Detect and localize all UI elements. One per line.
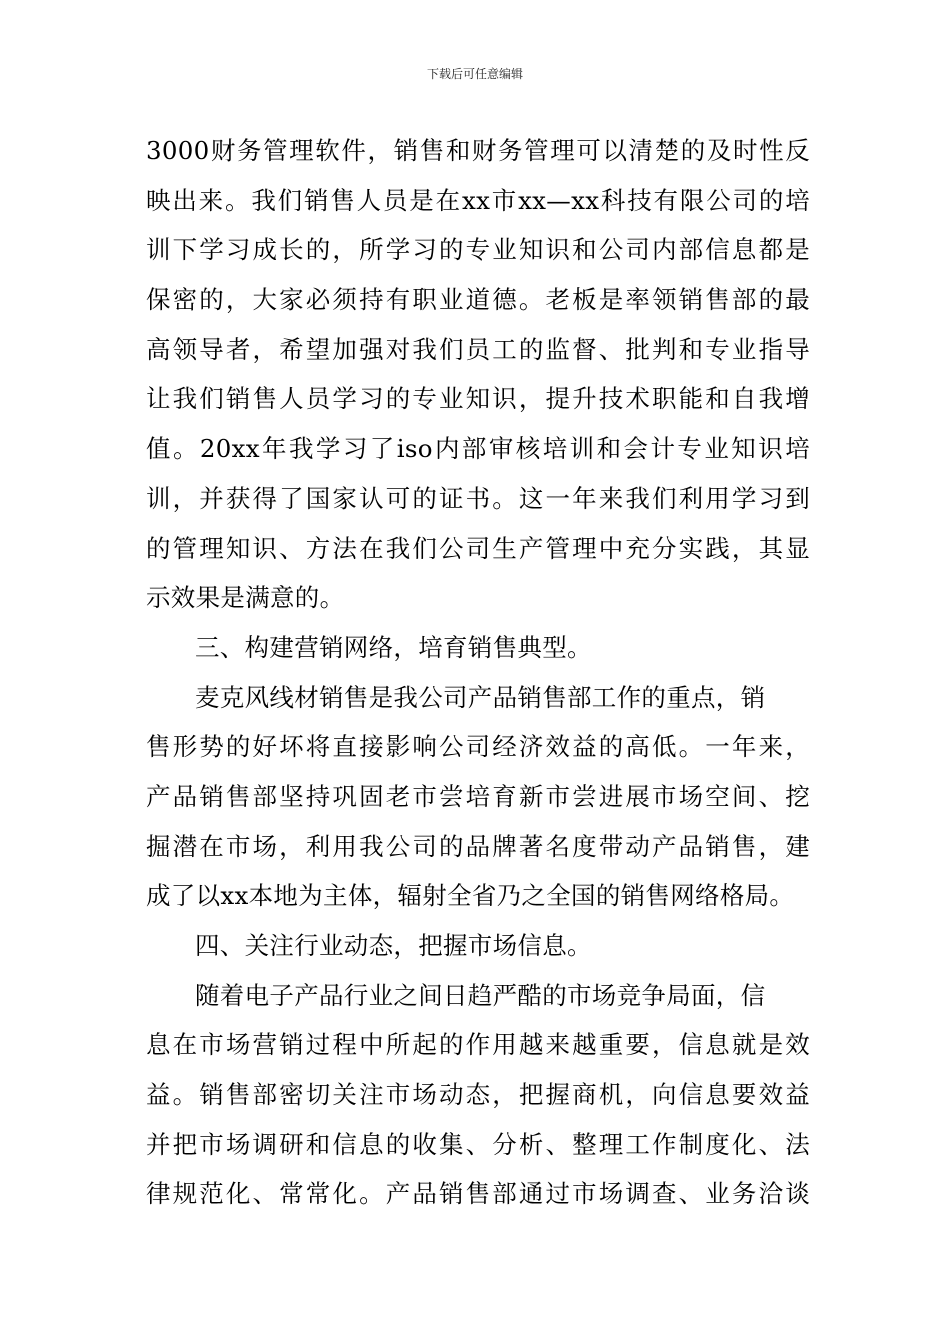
text-line: 映出来。我们销售人员是在xx市xx—xx科技有限公司的培 — [146, 185, 810, 215]
page-header-note: 下载后可任意编辑 — [426, 67, 523, 81]
text-line: 高领导者，希望加强对我们员工的监督、批判和专业指导 — [146, 334, 810, 364]
text-line: 产品销售部坚持巩固老市尝培育新市尝进展市场空间、挖 — [146, 781, 810, 811]
text-line: 训，并获得了国家认可的证书。这一年来我们利用学习到 — [146, 483, 810, 513]
document-body — [146, 126, 810, 1219]
text-line: 值。20xx年我学习了iso内部审核培训和会计专业知识培 — [146, 434, 810, 464]
section-heading: 四、关注行业动态，把握市场信息。 — [195, 931, 592, 960]
text-line: 让我们销售人员学习的专业知识，提升技术职能和自我增 — [146, 384, 810, 414]
text-line: 随着电子产品行业之间日趋严酷的市场竞争局面，信 — [195, 980, 766, 1010]
text-line: 的管理知识、方法在我们公司生产管理中充分实践，其显 — [146, 533, 810, 563]
section-heading: 三、构建营销网络，培育销售典型。 — [195, 632, 592, 662]
text-line: 息在市场营销过程中所起的作用越来越重要，信息就是效 — [146, 1030, 810, 1060]
text-line: 3000财务管理软件，销售和财务管理可以清楚的及时性反 — [146, 136, 810, 165]
text-line: 益。销售部密切关注市场动态，把握商机，向信息要效益 — [146, 1080, 810, 1110]
text-line: 训下学习成长的，所学习的专业知识和公司内部信息都是 — [146, 235, 810, 265]
text-line: 成了以xx本地为主体，辐射全省乃之全国的销售网络格局。 — [146, 881, 795, 911]
text-line: 售形势的好坏将直接影响公司经济效益的高低。一年来， — [146, 732, 810, 762]
text-line: 并把市场调研和信息的收集、分析、整理工作制度化、法 — [146, 1129, 810, 1159]
text-line: 保密的，大家必须持有职业道德。老板是率领销售部的最 — [146, 285, 810, 315]
text-line: 掘潜在市场，利用我公司的品牌著名度带动产品销售，建 — [146, 831, 810, 861]
text-line: 麦克风线材销售是我公司产品销售部工作的重点，销 — [195, 682, 766, 712]
text-line: 律规范化、常常化。产品销售部通过市场调查、业务洽谈 — [146, 1179, 810, 1209]
text-line: 示效果是满意的。 — [146, 583, 345, 613]
